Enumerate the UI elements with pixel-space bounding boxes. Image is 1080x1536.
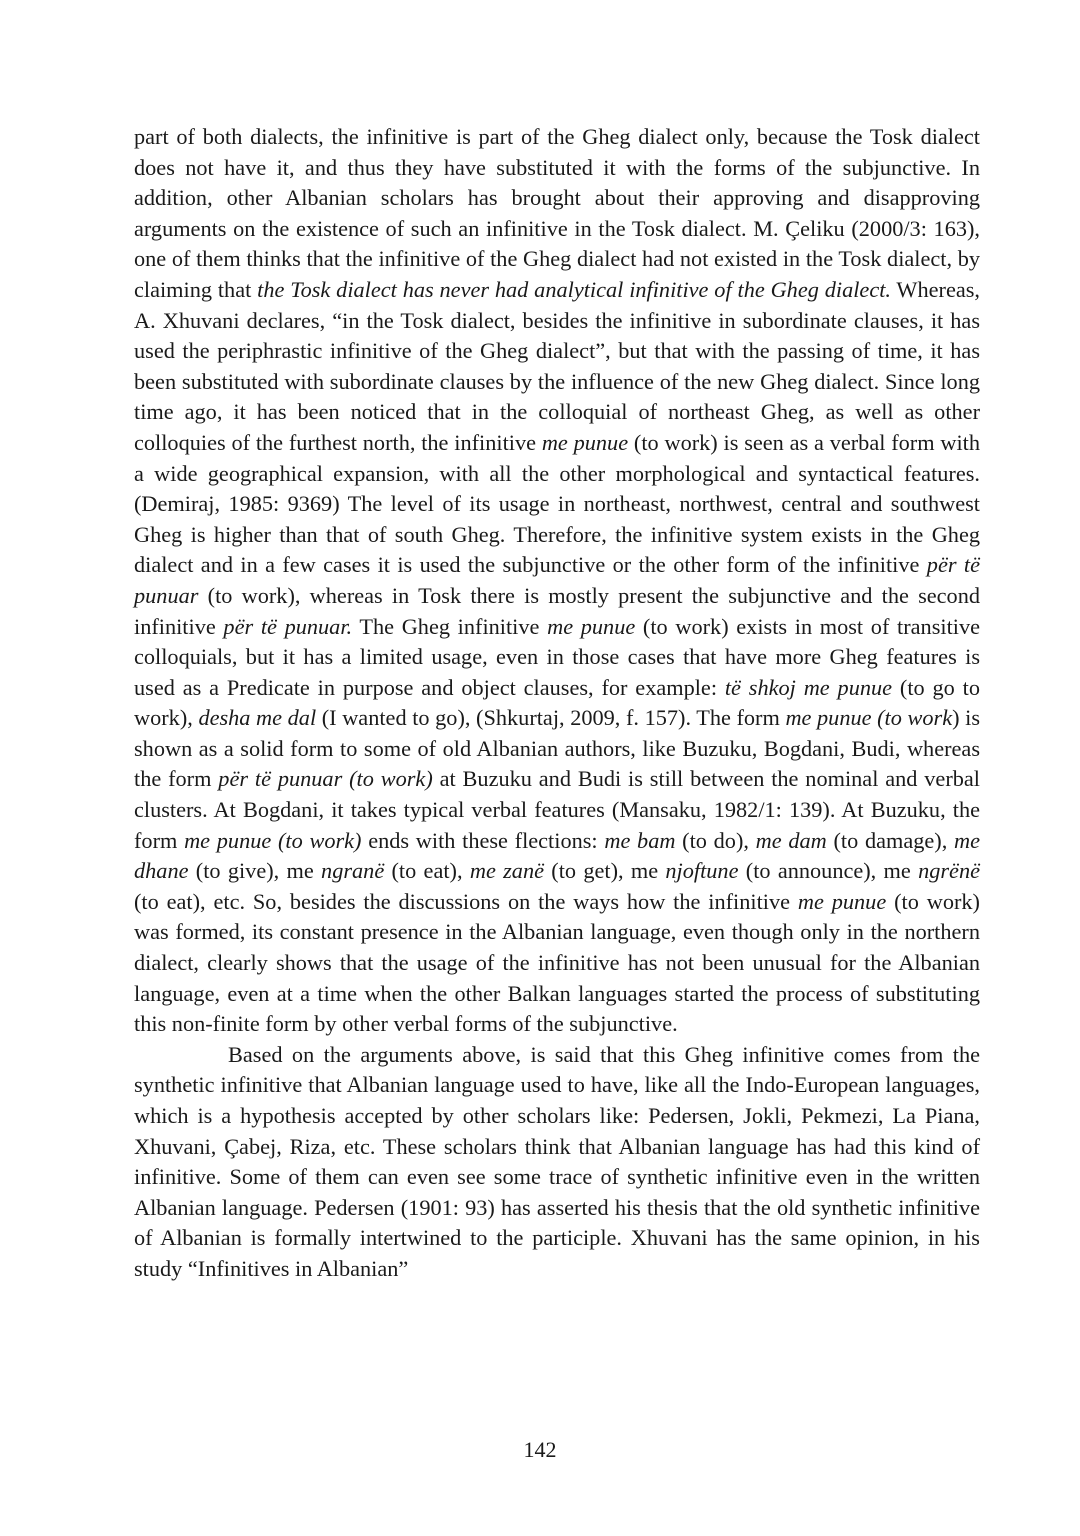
text-segment: (I wanted to go), (Shkurtaj, 2009, f. 157). The form (316, 705, 786, 731)
paragraph-2 (134, 1040, 980, 1285)
text-segment: (to work) exists in most of transitive colloquials, but it has a limited usage, even in those cases that have more Gheg features is used as a Predicate in purpose and object clauses, for example: (134, 613, 981, 700)
italic-text-segment: për të punuar (to work) (218, 766, 433, 792)
page-number: 142 (523, 1437, 557, 1462)
paragraph-1 (134, 122, 980, 1040)
italic-text-segment: me zanë (469, 858, 544, 884)
italic-text-segment: ngranë (321, 858, 385, 884)
italic-text-segment: për të punuar. (223, 613, 353, 639)
text-segment: (to go to work), (134, 674, 980, 731)
text-segment: (to eat), (384, 858, 470, 884)
text-segment: (to do), (675, 827, 756, 853)
text-segment: (to work), whereas in Tosk there is mostly present the subjunctive and the second infinitive (134, 582, 980, 639)
italic-text-segment: me punue (547, 613, 636, 639)
italic-text-segment: the Tosk dialect has never had analytical infinitive of the Gheg dialect. (257, 276, 891, 302)
italic-text-segment: me bam (604, 827, 676, 853)
text-segment: (to eat), etc. So, besides the discussions on the ways how the infinitive (134, 888, 798, 914)
italic-text-segment: me dam (755, 827, 827, 853)
text-segment: (to get), me (544, 858, 666, 884)
text-segment: at Buzuku and Budi is still between the nominal and verbal clusters. At Bogdani, it takes typical verbal features (Mansaku, 1982/1: 139). At Buzuku, the form (134, 766, 980, 853)
text-segment: Based on the arguments above, is said that this Gheg infinitive comes from the synthetic infinitive that Albanian language used to have, like all the Indo-European languages, which is a hypothesis accepted by other scholars like: Pedersen, Jokli, Pekmezi, La Piana, Xhuvani, Çabej, Riza, etc. These scholars think that Albanian language has had this kind of infinitive. Some of them can even see some trace of synthetic infinitive even in the written Albanian language. Pedersen (1901: 93) has asserted his thesis that the old synthetic infinitive of Albanian is formally intertwined to the participle. Xhuvani has the same opinion, in his study “Infinitives in Albanian” (134, 1041, 980, 1281)
italic-text-segment: njoftune (665, 858, 739, 884)
text-segment: (to work) was formed, its constant presence in the Albanian language, even though only in the northern dialect, clearly shows that the usage of the infinitive has not been unusual for the Albanian language, even at a time when the other Balkan languages started the process of substituting this non-finite form by other verbal forms of the subjunctive. (134, 888, 980, 1037)
text-segment: Whereas, A. Xhuvani declares, “in the Tosk dialect, besides the infinitive in subordinate clauses, it has used the periphrastic infinitive of the Gheg dialect”, but that with the passing of time, it has been substituted with subordinate clauses by the influence of the new Gheg dialect. Since long time ago, it has been noticed that in the colloquial of northeast Gheg, as well as other colloquies of the furthest north, the infinitive (134, 276, 980, 455)
text-segment: (to announce), me (738, 858, 919, 884)
text-segment: (to damage), (826, 827, 954, 853)
text-segment: (to work) is seen as a verbal form with a wide geographical expansion, with all the other morphological and syntactical features. (Demiraj, 1985: 9369) The level of its usage in northeast, northwest, central and southwest Gheg is higher than that of south Gheg. Therefore, the infinitive system exists in the Gheg dialect and in a few cases it is used the subjunctive or the other form of the infinitive (134, 429, 980, 578)
italic-text-segment: për të punuar (134, 552, 980, 608)
text-segment: ) is shown as a solid form to some of old Albanian authors, like Buzuku, Bogdani, Budi, whereas the form (134, 705, 981, 792)
italic-text-segment: me punue (to work (785, 705, 953, 731)
italic-text-segment: me punue (to work) (184, 827, 362, 853)
italic-text-segment: me punue (797, 888, 887, 914)
text-segment: (to give), me (188, 858, 322, 884)
text-segment: The Gheg infinitive (352, 613, 548, 639)
italic-text-segment: të shkoj me punue (724, 674, 893, 700)
italic-text-segment: me punue (541, 429, 629, 455)
text-segment: ends with these flections: (361, 827, 605, 853)
text-segment: part of both dialects, the infinitive is part of the Gheg dialect only, because the Tosk dialect does not have it, and thus they have substituted it with the forms of the subjunctive. In addition, other Albanian scholars has brought about their approving and disapproving arguments on the existence of such an infinitive in the Tosk dialect. M. Çeliku (2000/3: 163), one of them thinks that the infinitive of the Gheg dialect had not existed in the Tosk dialect, by claiming that (134, 124, 980, 302)
italic-text-segment: me dhane (134, 827, 980, 884)
italic-text-segment: ngrënë (918, 858, 980, 884)
italic-text-segment: desha me dal (198, 705, 317, 731)
page-body (134, 122, 980, 1285)
